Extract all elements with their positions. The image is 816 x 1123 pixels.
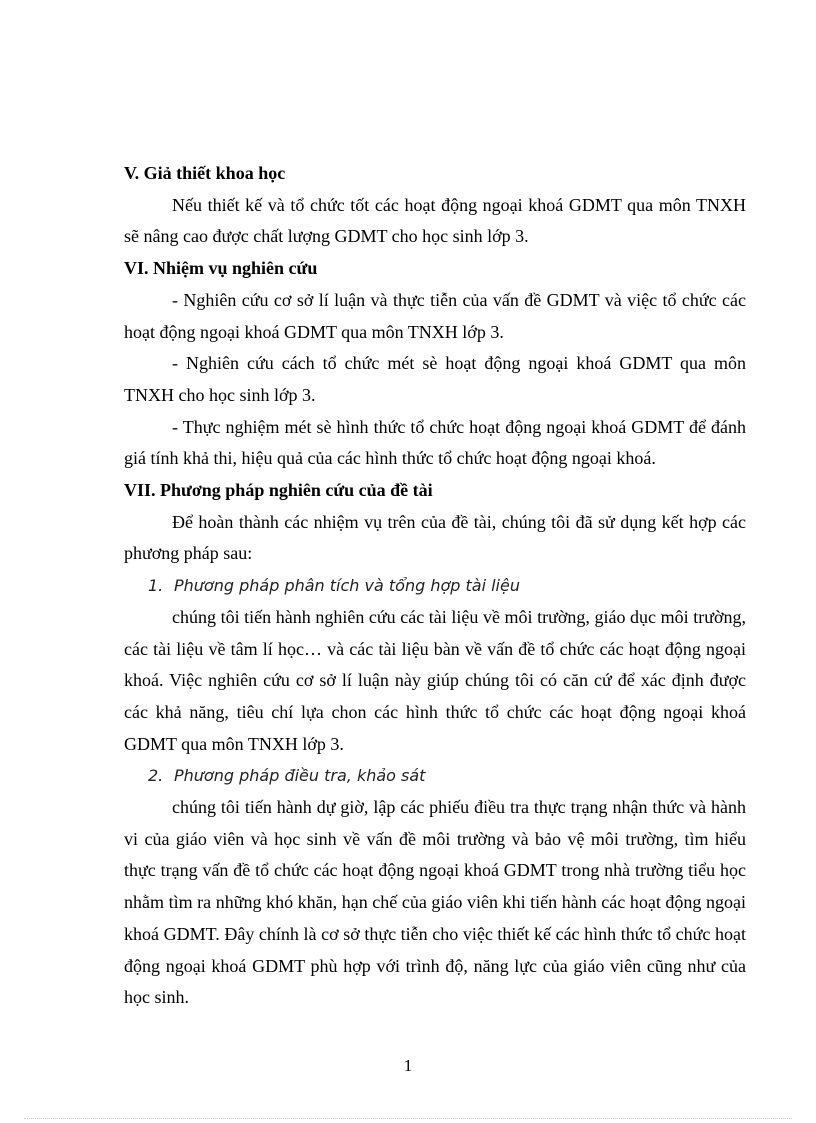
method-number-2: 2. [148, 766, 164, 786]
method-number-1: 1. [148, 576, 164, 596]
hypothesis-paragraph: Nếu thiết kế và tổ chức tốt các hoạt động ngoại khoá GDMT qua môn TNXH sẽ nâng cao được chất lượng GDMT cho học sinh lớp 3. [124, 194, 746, 247]
page-body [124, 158, 746, 1014]
method-title-1 [124, 570, 746, 602]
page-number: 1 [403, 1056, 413, 1075]
section-heading-methods: VII. Phương pháp nghiên cứu của đề tài [124, 480, 433, 501]
task-paragraph-1: - Nghiên cứu cơ sở lí luận và thực tiễn của vấn đề GDMT và việc tổ chức các hoạt động ngoại khoá GDMT qua môn TNXH lớp 3. [124, 289, 746, 342]
method-title-text-1: Phương pháp phân tích và tổng hợp tài liệu [174, 576, 520, 596]
task-paragraph-3: - Thực nghiệm mét sè hình thức tổ chức hoạt động ngoại khoá GDMT để đánh giá tính khả thi, hiệu quả của các hình thức tổ chức hoạt động ngoại khoá. [124, 416, 746, 469]
method-title-text-2: Phương pháp điều tra, khảo sát [174, 766, 426, 786]
method-paragraph-1: chúng tôi tiến hành nghiên cứu các tài liệu về môi trường, giáo dục môi trường, các tài liệu về tâm lí học… và các tài liệu bàn về vấn đề tổ chức các hoạt động ngoại khoá. Việc nghiên cứu cơ sở lí luận này giúp chúng tôi có căn cứ để xác định được các khả năng, tiêu chí lựa chon các hình thức tổ chức các hoạt động ngoại khoá GDMT qua môn TNXH lớp 3. [124, 606, 746, 754]
section-heading-hypothesis: V. Giả thiết khoa học [124, 163, 286, 183]
methods-intro-paragraph: Để hoàn thành các nhiệm vụ trên của đề tài, chúng tôi đã sử dụng kết hợp các phương pháp sau: [124, 511, 746, 564]
task-paragraph-2: - Nghiên cứu cách tổ chức mét sè hoạt động ngoại khoá GDMT qua môn TNXH cho học sinh lớp 3. [124, 353, 746, 405]
section-heading-tasks: VI. Nhiệm vụ nghiên cứu [124, 258, 318, 279]
method-paragraph-2: chúng tôi tiến hành dự giờ, lập các phiếu điều tra thực trạng nhận thức và hành vi của giáo viên và học sinh về vấn đề môi trường và bảo vệ môi trường, tìm hiểu thực trạng vấn đề tổ chức các hoạt động ngoại khoá GDMT trong nhà trường tiểu học nhằm tìm ra những khó khăn, hạn chế của giáo viên khi tiến hành các hoạt động ngoại khoá GDMT. Đây chính là cơ sở thực tiễn cho việc thiết kế các hình thức tổ chức hoạt động ngoại khoá GDMT phù hợp với trình độ, năng lực của giáo viên cũng như của học sinh. [124, 797, 746, 1008]
method-title-2 [124, 760, 746, 792]
page-bottom-divider [24, 1118, 792, 1119]
